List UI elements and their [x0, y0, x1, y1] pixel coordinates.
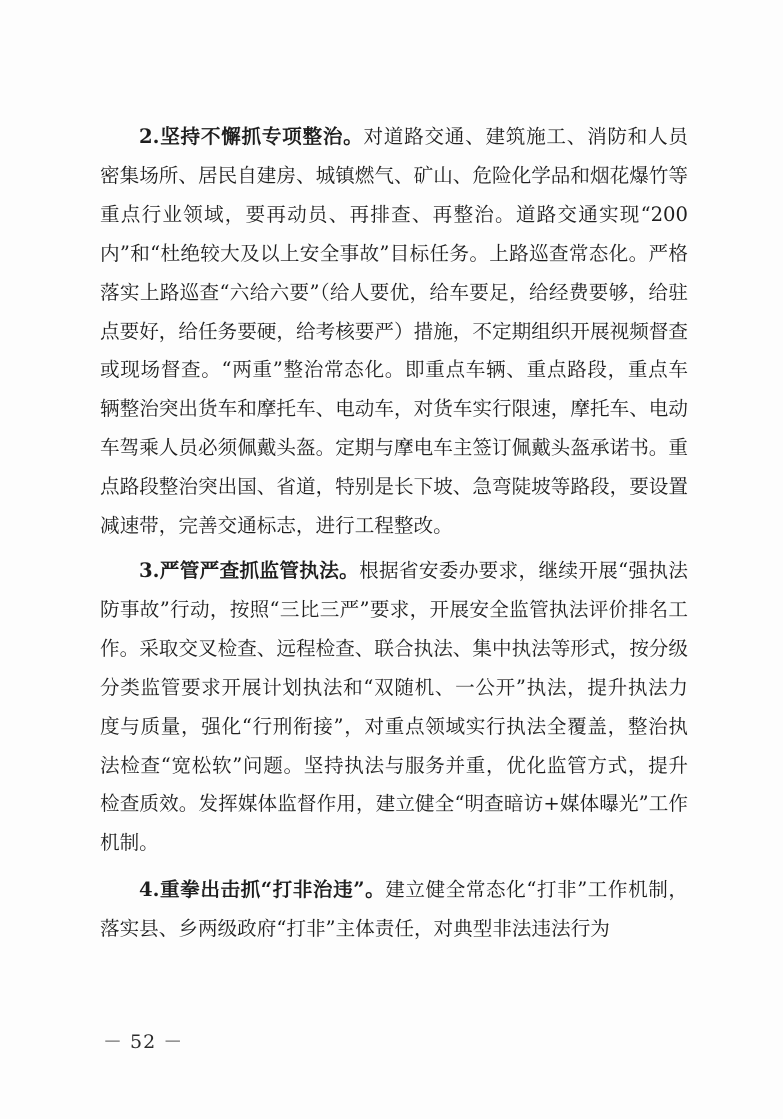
section-body-4: 建立健全常态化“打非”工作机制，落实县、乡两级政府“打非”主体责任，对典型非法违法行为 — [100, 878, 688, 941]
paragraph-section-3 — [100, 552, 688, 863]
section-body-2: 对道路交通、建筑施工、消防和人员密集场所、居民自建房、城镇燃气、矿山、危险化学品和烟花爆竹等重点行业领域，要再动员、再排查、再整治。道路交通实现“200 内”和“杜绝较大及以上安全事故”目标任务。上路巡查常态化。严格落实上路巡查“六给六要”（给人要优，给车要足，给经费要够，给驻点要好，给任务要硬，给考核要严）措施，不定期组织开展视频督查或现场督查。“两重”整治常态化。即重点车辆、重点路段，重点车辆整治突出货车和摩托车、电动车，对货车实行限速，摩托车、电动车驾乘人员必须佩戴头盔。定期与摩电车主签订佩戴头盔承诺书。重点路段整治突出国、省道，特别是长下坡、急弯陡坡等路段，要设置减速带，完善交通标志，进行工程整改。 — [100, 125, 688, 538]
paragraph-section-2 — [100, 118, 688, 546]
section-heading-4: 4.重拳出击抓“打非治违”。 — [139, 878, 386, 902]
section-heading-3: 3.严管严查抓监管执法。 — [139, 558, 360, 582]
page-number: － 52 － — [103, 1031, 184, 1053]
paragraph-section-4 — [100, 871, 688, 949]
section-body-3: 根据省安委办要求，继续开展“强执法防事故”行动，按照“三比三严”要求，开展安全监管执法评价排名工作。采取交叉检查、远程检查、联合执法、集中执法等形式，按分级分类监管要求开展计划执法和“双随机、一公开”执法，提升执法力度与质量，强化“行刑衔接”，对重点领域实行执法全覆盖，整治执法检查“宽松软”问题。坚持执法与服务并重，优化监管方式，提升检查质效。发挥媒体监督作用，建立健全“明查暗访+媒体曝光”工作机制。 — [100, 558, 688, 855]
section-heading-2: 2.坚持不懈抓专项整治。 — [139, 125, 364, 148]
document-body — [100, 118, 688, 952]
